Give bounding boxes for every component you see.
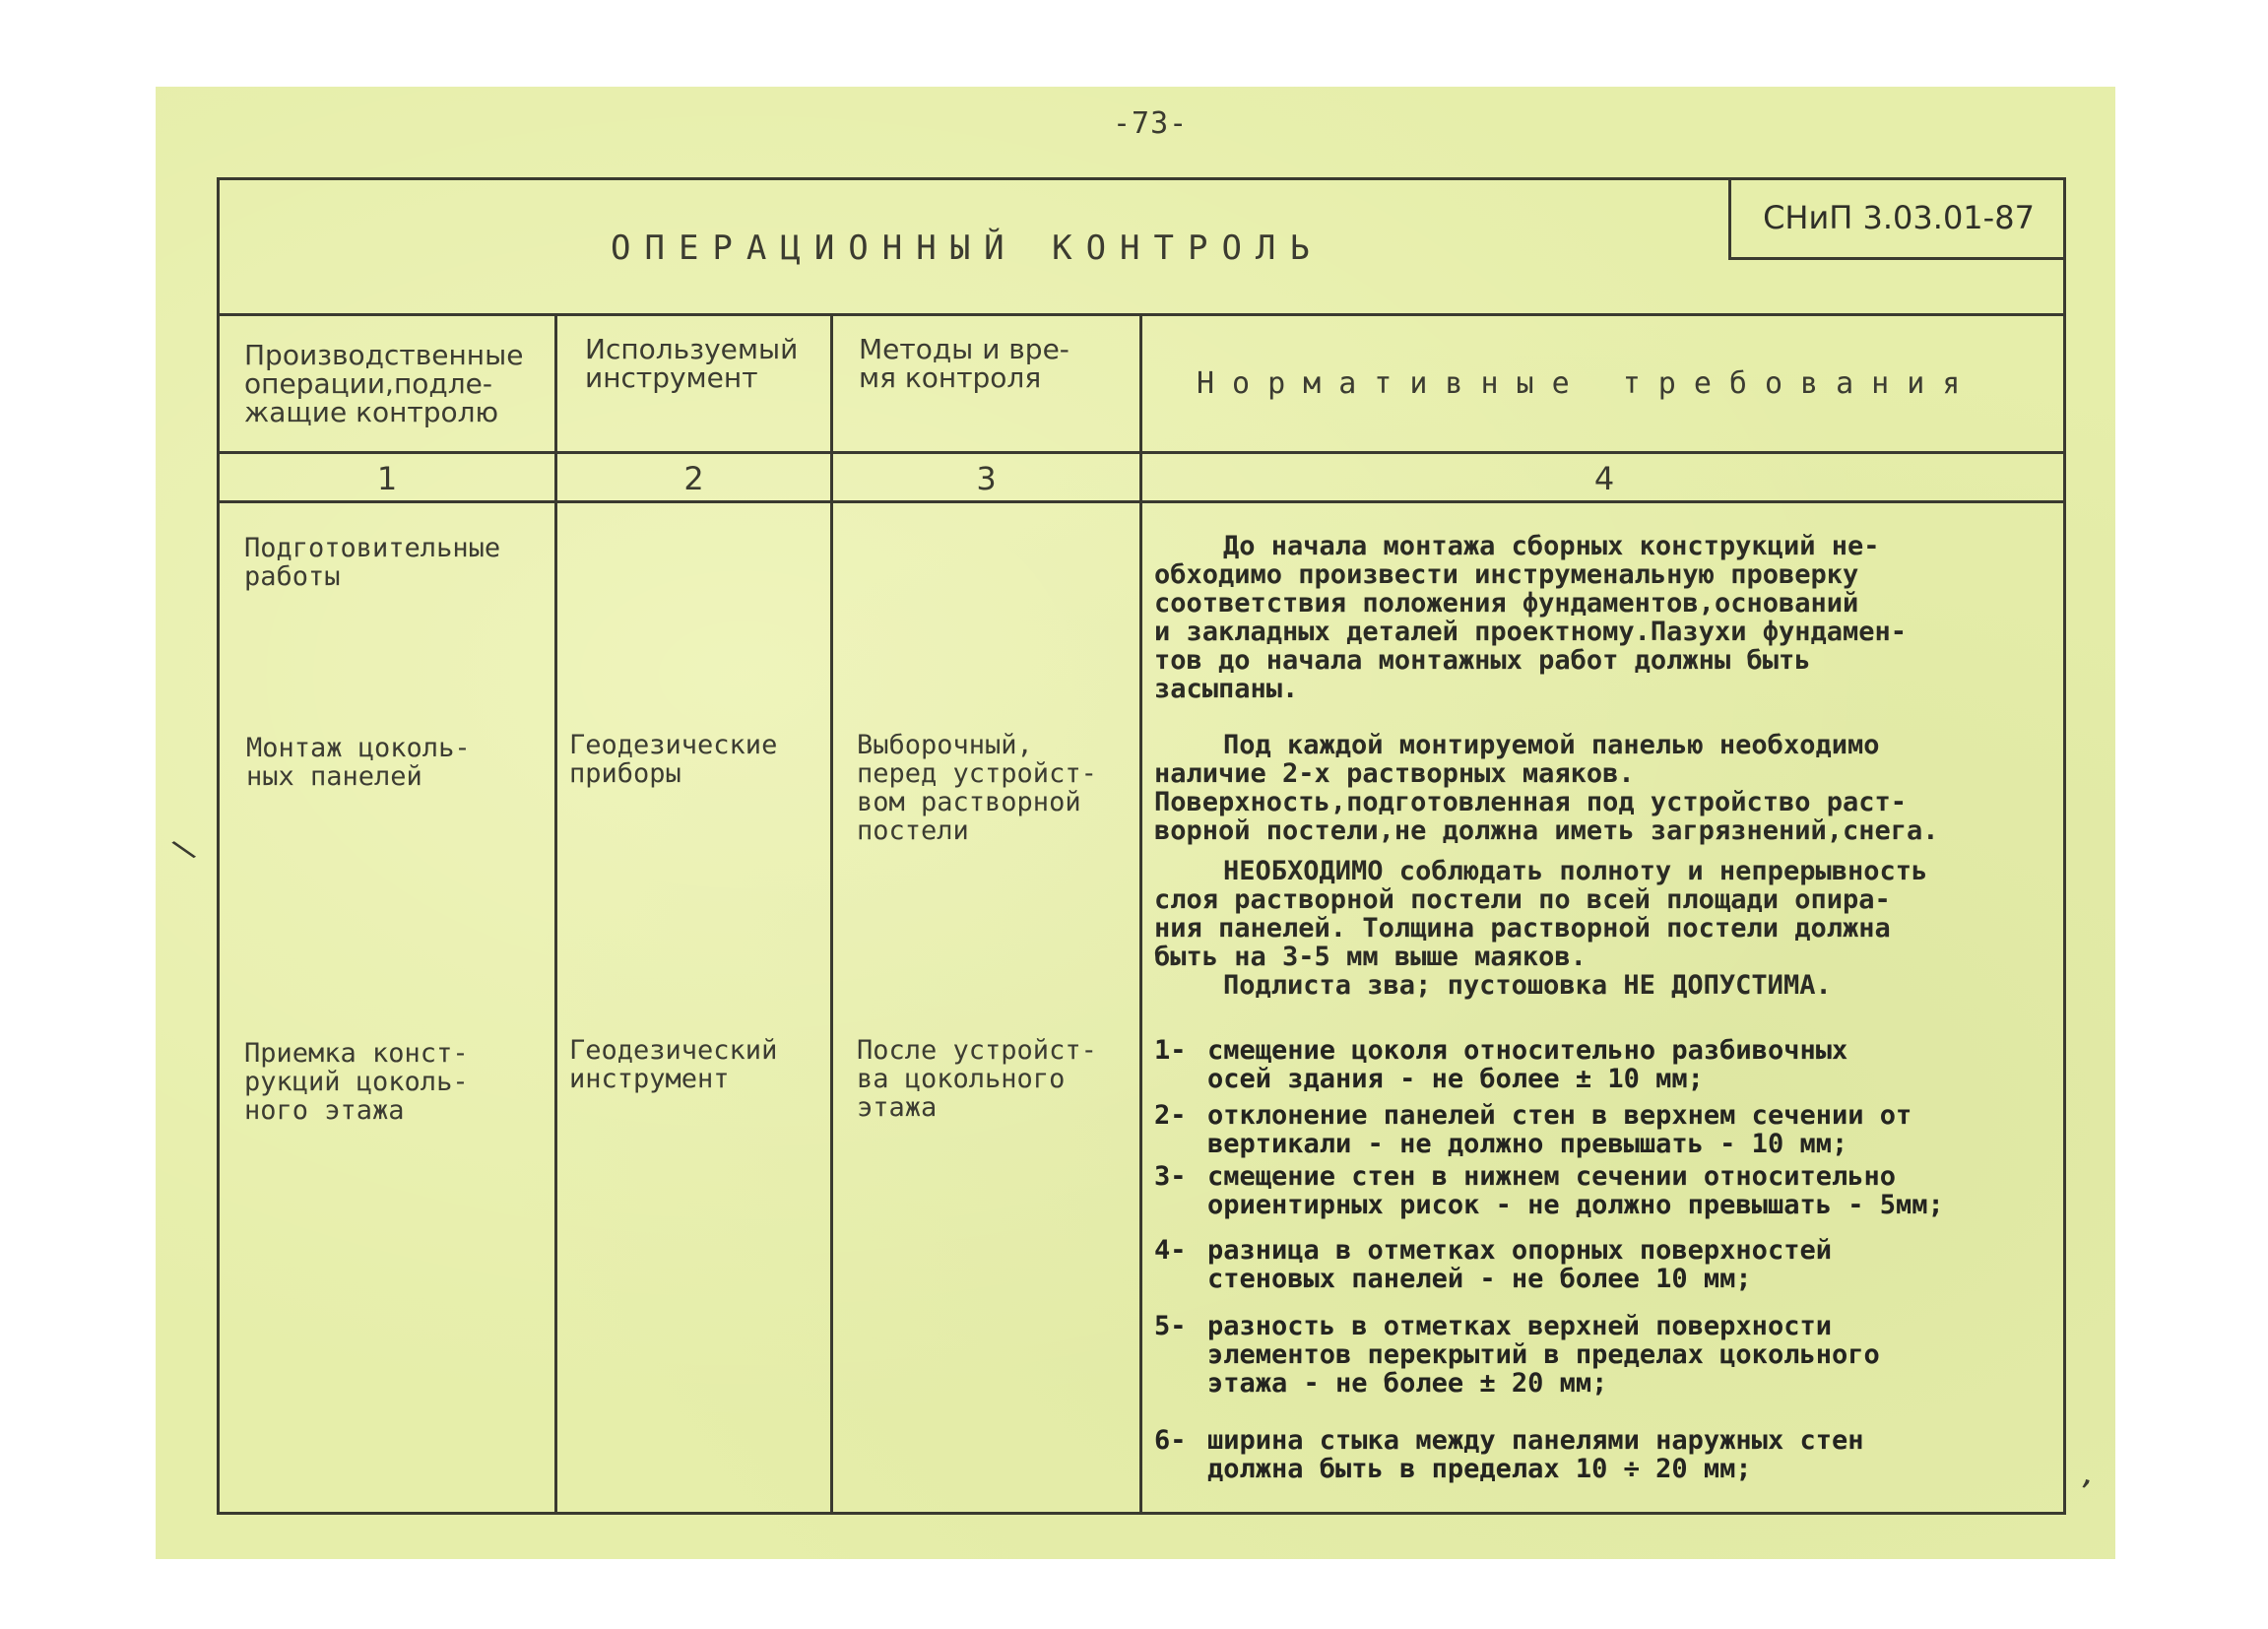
item-number: 2- xyxy=(1154,1100,1187,1131)
row-3-instrument: Геодезический инструмент xyxy=(569,1035,778,1094)
item-text: разность в отметках верхней поверхности элементов перекрытий в пределах цокольного этажа - не более ± 20 мм; xyxy=(1207,1311,1880,1399)
item-text: разница в отметках опорных поверхностей стеновых панелей - не более 10 мм; xyxy=(1207,1235,1832,1294)
row-1-operation: Подготовительные работы xyxy=(244,533,501,592)
header-operations: Производственные операции,подле- жащие контролю xyxy=(244,339,524,428)
row-3-item-6 xyxy=(1154,1426,2060,1483)
snip-code-box xyxy=(1728,177,2066,260)
column-number-4: 4 xyxy=(1593,460,1615,497)
row-3-method: После устройст- ва цокольного этажа xyxy=(857,1035,1097,1123)
row-3-operation: Приемка конст- рукций цоколь- ного этажа xyxy=(244,1038,469,1126)
column-number-2: 2 xyxy=(683,460,704,497)
row-2-requirement xyxy=(1154,731,2060,1000)
row-1-requirement-text: До начала монтажа сборных конструкций не- обходимо произвести инструменальную проверку соответствия положения фундаментов,оснований и закладных деталей проектному.Пазухи фундамен- тов до начала монтажных работ должны быть засыпаны. xyxy=(1154,531,1908,704)
row-1-requirement xyxy=(1154,532,2041,703)
header-instrument: Используемый инструмент xyxy=(585,333,799,394)
item-text: смещение стен в нижнем сечении относительно ориентирных рисок - не должно превышать - 5мм; xyxy=(1207,1161,1944,1220)
row-2-operation: Монтаж цоколь- ных панелей xyxy=(246,733,471,792)
row-3-item-1 xyxy=(1154,1036,2060,1093)
row-2-method: Выборочный, перед устройст- вом растворной постели xyxy=(857,730,1097,846)
row-3-item-4 xyxy=(1154,1236,2060,1293)
row-3-item-3 xyxy=(1154,1162,2060,1219)
item-number: 4- xyxy=(1154,1235,1187,1266)
item-text: отклонение панелей стен в верхнем сечении от вертикали - не должно превышать - 10 мм; xyxy=(1207,1100,1912,1159)
item-number: 3- xyxy=(1154,1161,1187,1192)
item-text: смещение цоколя относительно разбивочных осей здания - не более ± 10 мм; xyxy=(1207,1035,1848,1094)
document-title: ОПЕРАЦИОННЫЙ КОНТРОЛЬ xyxy=(611,228,1324,268)
row-3-item-2 xyxy=(1154,1101,2060,1158)
row-2-requirement-p3: НЕОБХОДИМО соблюдать полноту и непрерывность слоя растворной постели по всей площади опира- ния панелей. Толщина растворной постели должна быть на 3-5 мм выше маяков. xyxy=(1154,856,1928,972)
scan-mark: \ xyxy=(167,829,201,870)
item-number: 1- xyxy=(1154,1035,1187,1066)
row-2-requirement-p2: Поверхность,подготовленная под устройство раст- ворной постели,не должна иметь загрязнений,снега. xyxy=(1154,787,1939,846)
column-number-3: 3 xyxy=(976,460,997,497)
item-number: 6- xyxy=(1154,1425,1187,1456)
page-number: -73- xyxy=(1113,106,1189,141)
scan-mark: , xyxy=(2075,1456,2103,1494)
header-method: Методы и вре- мя контроля xyxy=(859,333,1069,394)
row-3-item-5 xyxy=(1154,1312,2060,1398)
column-number-1: 1 xyxy=(376,460,398,497)
header-requirements: Нормативные требования xyxy=(1197,366,1978,401)
row-2-instrument: Геодезические приборы xyxy=(569,730,778,789)
row-2-requirement-p1: Под каждой монтируемой панелью необходимо наличие 2-х растворных маяков. xyxy=(1154,730,1880,789)
row-2-requirement-p4: Подлиста зва; пустошовка НЕ ДОПУСТИМА. xyxy=(1223,970,1832,1001)
item-number: 5- xyxy=(1154,1311,1187,1341)
item-text: ширина стыка между панелями наружных стен должна быть в пределах 10 ÷ 20 мм; xyxy=(1207,1425,1864,1484)
snip-code: СНиП 3.03.01-87 xyxy=(1763,198,2035,236)
